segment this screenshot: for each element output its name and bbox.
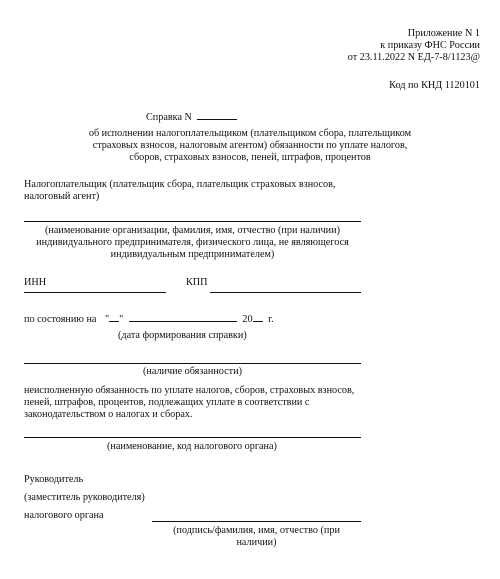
knd-code: Код по КНД 1120101 (389, 80, 480, 91)
tax-authority-caption: (наименование, код налогового органа) (107, 441, 277, 452)
certificate-title (146, 110, 237, 124)
deputy-label: (заместитель руководителя) (24, 492, 145, 503)
caption-line: индивидуальным предпринимателем) (110, 249, 275, 260)
subject-line: об исполнении налогоплательщиком (плательщиком сбора, плательщиком (88, 128, 412, 139)
year-prefix: 20 (242, 314, 253, 325)
head-label: Руководитель (24, 474, 84, 485)
certificate-subject (0, 128, 500, 164)
year-field[interactable] (253, 312, 263, 322)
obligation-field[interactable] (24, 363, 361, 364)
signature-caption (152, 525, 361, 549)
taxpayer-caption (24, 225, 361, 261)
date-row (24, 312, 274, 326)
certificate-number-field[interactable] (197, 110, 237, 120)
order-date: от 23.11.2022 N ЕД-7-8/1123@ (347, 52, 480, 63)
obligation-caption: (наличие обязанности) (143, 366, 242, 377)
obligation-text (24, 385, 354, 421)
year-suffix: г. (268, 314, 274, 325)
certificate-number-label: Справка N (146, 112, 192, 123)
appendix-number: Приложение N 1 (407, 28, 480, 39)
obligation-line: пеней, штрафов, процентов, подлежащих уплате в соответствии с (24, 397, 310, 408)
day-field[interactable] (109, 312, 119, 322)
subject-line: страховых взносов, налоговым агентом) обязанности по уплате налогов, (92, 140, 408, 151)
order-reference: к приказу ФНС России (380, 40, 480, 51)
taxpayer-label: Налогоплательщик (плательщик сбора, плательщик страховых взносов, (24, 179, 336, 190)
obligation-line: законодательством о налогах и сборах. (24, 409, 193, 420)
taxpayer-label-cont: налоговый агент) (24, 191, 100, 202)
kpp-field[interactable] (210, 292, 361, 293)
caption-line: (подпись/фамилия, имя, отчество (при (173, 525, 340, 536)
subject-line: сборов, страховых взносов, пеней, штрафов, процентов (129, 152, 371, 163)
authority-label: налогового органа (24, 510, 104, 521)
inn-field[interactable] (24, 292, 166, 293)
month-field[interactable] (129, 312, 237, 322)
date-caption: (дата формирования справки) (118, 330, 247, 341)
kpp-label: КПП (186, 277, 208, 288)
obligation-line: неисполненную обязанность по уплате налогов, сборов, страховых взносов, (24, 385, 355, 396)
tax-authority-field[interactable] (24, 437, 361, 438)
inn-label: ИНН (24, 277, 47, 288)
caption-line: индивидуального предпринимателя, физического лица, не являющегося (36, 237, 349, 248)
quote-close: " (119, 314, 124, 325)
caption-line: наличии) (236, 537, 277, 548)
quote-open: " (104, 314, 110, 325)
taxpayer-name-field[interactable] (24, 221, 361, 222)
caption-line: (наименование организации, фамилия, имя, отчество (при наличии) (45, 225, 340, 236)
date-prefix: по состоянию на (24, 314, 97, 325)
signature-field[interactable] (152, 521, 361, 522)
